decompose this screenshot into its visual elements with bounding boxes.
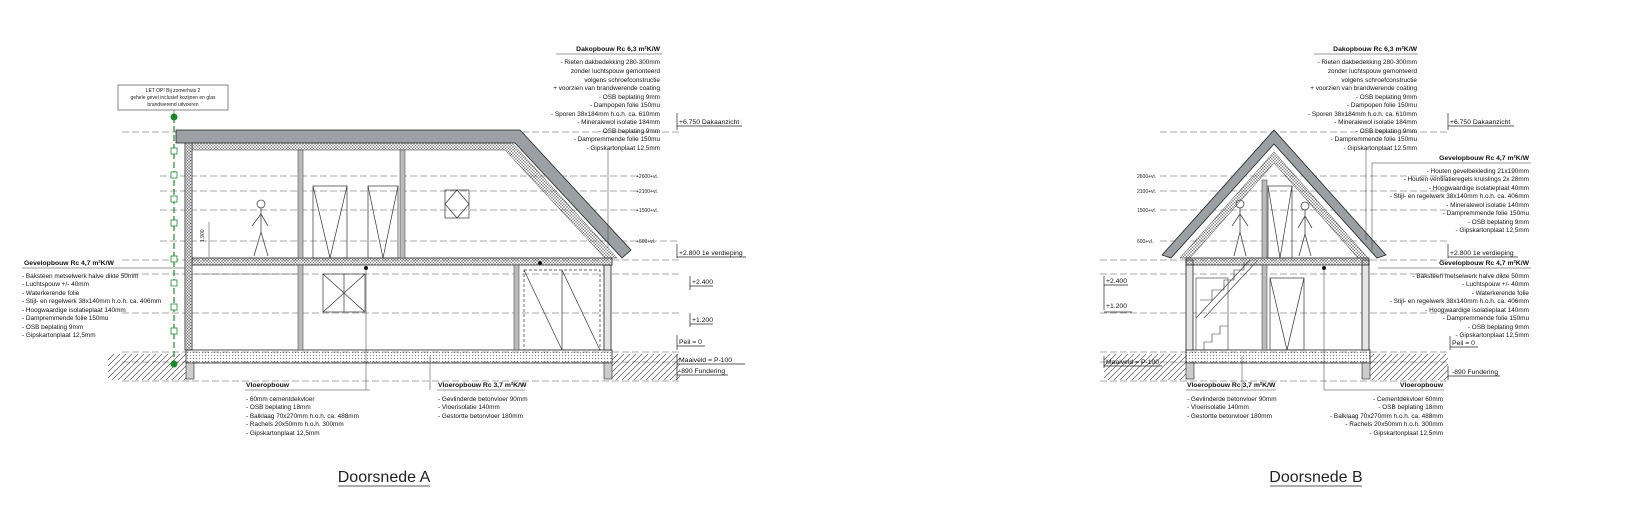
gable-spec-line: - OSB beplating 9mm — [1467, 219, 1529, 226]
first-floor — [192, 258, 612, 265]
floor-spec-line: - Vloerisolatie 140mm — [438, 404, 500, 411]
roof-spec-line: - Mineralewol isolatie 184mm — [577, 119, 660, 126]
wall-spec-line: - Baksteen metselwerk halve dikte 50mm — [1412, 273, 1529, 280]
level-ridge: +6.750 Dakaanzicht — [1450, 119, 1511, 126]
roof-spec-line: zonder luchtspouw gemonteerd — [570, 68, 660, 75]
ground-window-frames — [323, 270, 600, 350]
floor-spec-line: - Gevlinderde betonvloer 90mm — [1187, 396, 1277, 403]
floor-spec-line: - Vloerisolatie 140mm — [1187, 404, 1249, 411]
floor-spec-title-a1: Vloeropbouw — [246, 382, 290, 389]
floor-spec-title-b2: Vloeropbouw — [1399, 382, 1443, 389]
ground-hatch — [1104, 354, 1186, 380]
left-wall — [1186, 260, 1193, 350]
level-1200: +1.200 — [1106, 303, 1127, 310]
floor-spec-title-b1: Vloeropbouw Rc 3,7 m²K/W — [1187, 382, 1276, 389]
floor-spec-line: - Cementdekvloer 60mm — [1373, 396, 1443, 403]
floor-spec-line: - OSB beplating 18mm — [246, 404, 311, 411]
roof-spec-line: volgens schroefconstructie — [1341, 77, 1417, 84]
ground-hatch — [1370, 354, 1448, 380]
floor-spec-line: - Balklaag 70x270mm h.o.h. ca. 488mm — [246, 413, 359, 420]
window-mark: 2600+vl. — [1137, 174, 1157, 180]
wall-spec-line: - OSB beplating 9mm — [22, 324, 84, 331]
first-floor — [1186, 258, 1369, 265]
section-b — [1100, 46, 1531, 486]
wall-spec-line: - OSB beplating 9mm — [1467, 324, 1529, 331]
floor-spec-line: - 60mm cementdekvloer — [246, 396, 315, 403]
foundation-slab — [186, 350, 612, 363]
level-first-floor: +2.800 1e verdieping — [679, 250, 743, 257]
floor-spec-line: - Rachels 20x50mm h.o.h. 300mm — [246, 421, 344, 428]
right-wall — [1362, 260, 1369, 350]
post — [1262, 265, 1267, 350]
roof-spec-line: - Sporen 38x184mm h.o.h. ca. 610mm — [1307, 111, 1417, 118]
floor-spec-line: - Gevlinderde betonvloer 90mm — [438, 396, 528, 403]
fire-marker-bottom — [171, 361, 178, 368]
section-a-title: Doorsnede A — [337, 469, 431, 486]
wall-spec-title-b: Gevelopbouw Rc 4,7 m²K/W — [1439, 260, 1529, 267]
post — [298, 150, 303, 258]
level-1200: +1.200 — [692, 317, 713, 324]
level-lines-b — [1100, 132, 1450, 381]
post — [1262, 180, 1267, 258]
floor-spec-line: - Balklaag 70x270mm h.o.h. ca. 488mm — [1330, 413, 1443, 420]
section-b-title: Doorsnede B — [1269, 469, 1363, 486]
roof-spec-line: + voorzien van brandwerende coating — [553, 85, 660, 92]
fire-note-line-3: brandwerend uitvoeren — [147, 102, 199, 108]
floor-spec-title-a2: Vloeropbouw Rc 3,7 m²K/W — [438, 382, 527, 389]
wall-spec-line: - Waterkerende folie — [22, 290, 80, 297]
fire-note-line-2: gehele gevel inclusief kozijnen en glas — [130, 95, 216, 101]
floor-spec-line: - Rachels 20x50mm h.o.h. 300mm — [1345, 421, 1443, 428]
window-mark: +1500+vl. — [636, 208, 658, 214]
level-peil: Peil = 0 — [679, 339, 702, 346]
dimension-1900: 1.900 — [200, 229, 206, 242]
foundation-slab — [1186, 350, 1370, 363]
floor-spec-line: - Gipskartonplaat 12,5mm — [1369, 430, 1443, 437]
window-mark: +2600+vl. — [636, 174, 658, 180]
wall-spec-line: - Luchtspouw +/- 40mm — [1462, 281, 1529, 288]
level-fundering: -890 Fundering — [679, 368, 726, 375]
floor-spec-line: - Gipskartonplaat 12,5mm — [246, 430, 320, 437]
window-mark: +600+vl. — [636, 239, 656, 245]
wall-spec-title-a: Gevelopbouw Rc 4,7 m²K/W — [24, 260, 114, 267]
post — [514, 265, 519, 350]
wall-spec-line: - Waterkerende folie — [1471, 290, 1529, 297]
gable-spec-line: - Houten ventilatieregels kruislings 2x 28mm — [1403, 176, 1529, 183]
gable-spec-title-b: Gevelopbouw Rc 4,7 m²K/W — [1439, 155, 1529, 162]
wall-spec-line: - Dampremmende folie 150mu — [22, 315, 109, 322]
wall-spec-line: - Hoogwaardige isolatieplaat 140mm — [1425, 307, 1529, 314]
floor-spec-line: - OSB beplating 18mm — [1378, 404, 1443, 411]
wall-spec-line: - Luchtspouw +/- 40mm — [22, 281, 89, 288]
roof-spec-title-a: Dakopbouw Rc 6,3 m²K/W — [576, 46, 660, 53]
left-wall-insulation — [186, 140, 191, 350]
floor-spec-line: - Gestortte betonvloer 180mm — [1187, 413, 1272, 420]
foundation-beam — [1186, 363, 1194, 379]
ground-door-frame — [1270, 278, 1304, 350]
window-mark: +2100+vl. — [636, 189, 658, 195]
level-first-floor: +2.800 1e verdieping — [1450, 250, 1514, 257]
post — [400, 150, 405, 258]
wall-spec-line: - Stijl- en regelwerk 38x140mm h.o.h. ca. 406mm — [1389, 298, 1529, 305]
roof-spec-line: - Gipskartonplaat 12,5mm — [1343, 145, 1417, 152]
gable-spec-line: - Hoogwaardige isolatieplaat 40mm — [1428, 185, 1529, 192]
upper-door-frames — [1268, 186, 1292, 258]
level-maaiveld: Maaiveld = P-100 — [679, 357, 733, 364]
roof-spec-line: - Dampopen folie 150mu — [1347, 102, 1417, 109]
floor-spec-line: - Gestortte betonvloer 180mm — [438, 413, 523, 420]
roof-spec-line: zonder luchtspouw gemonteerd — [1327, 68, 1417, 75]
roof-spec-line: volgens schroefconstructie — [584, 77, 660, 84]
roof-spec-line: + voorzien van brandwerende coating — [1310, 85, 1417, 92]
level-2400: +2.400 — [1106, 278, 1127, 285]
wall-spec-line: - Baksteen metselwerk halve dikte 50mm — [22, 273, 139, 280]
roof-spec-line: - Gipskartonplaat 12,5mm — [586, 145, 660, 152]
person-figure — [1232, 200, 1248, 256]
section-a — [22, 46, 746, 486]
upper-window-frames — [313, 186, 469, 258]
roof-spec-line: - OSB beplating 9mm — [598, 128, 660, 135]
level-maaiveld: Maaiveld = P-100 — [1106, 359, 1160, 366]
gable-spec-line: - Stijl- en regelwerk 38x140mm h.o.h. ca. 406mm — [1389, 193, 1529, 200]
window-mark: 2100+vl. — [1137, 189, 1157, 195]
roof-spec-line: - Mineralewol isolatie 184mm — [1334, 119, 1417, 126]
wall-spec-line: - Hoogwaardige isolatieplaat 140mm — [22, 307, 126, 314]
foundation-beam — [604, 363, 612, 379]
gable-spec-line: - Mineralewol isolatie 140mm — [1446, 202, 1529, 209]
roof-spec-line: - Dampremmende folie 150mu — [1330, 136, 1417, 143]
roof-spec-line: - Rieten dakbedekking 280-300mm — [1317, 59, 1417, 66]
roof-spec-line: - OSB beplating 9mm — [1355, 128, 1417, 135]
roof-spec-line: - OSB beplating 9mm — [598, 94, 660, 101]
gable-spec-line: - Dampremmende folie 150mu — [1442, 210, 1529, 217]
staircase — [1196, 260, 1258, 350]
level-peil: Peil = 0 — [1452, 340, 1475, 347]
right-wall — [604, 265, 611, 350]
roof-spec-line: - OSB beplating 9mm — [1355, 94, 1417, 101]
foundation-beam — [186, 363, 194, 379]
gable-spec-line: - Houten gevelbekleding 21x190mm — [1426, 168, 1529, 175]
roof-spec-line: - Sporen 38x184mm h.o.h. ca. 610mm — [550, 111, 660, 118]
level-ridge: +6.750 Dakaanzicht — [679, 119, 740, 126]
roof-spec-line: - Dampopen folie 150mu — [590, 102, 660, 109]
foundation-beam — [1362, 363, 1370, 379]
gable-spec-line: - Gipskartonplaat 12,5mm — [1455, 227, 1529, 234]
fire-note-line-1: LET OP! Bij zomerhuis 2 — [145, 88, 201, 94]
level-fundering: -890 Fundering — [1452, 369, 1499, 376]
wall-spec-line: - Stijl- en regelwerk 38x140mm h.o.h. ca. 406mm — [22, 298, 162, 305]
post — [298, 265, 303, 350]
window-mark: 600+vl. — [1137, 239, 1154, 245]
ground-hatch — [612, 354, 680, 380]
wall-spec-line: - Dampremmende folie 150mu — [1442, 315, 1529, 322]
wall-spec-line: - Gipskartonplaat 12,5mm — [1455, 332, 1529, 339]
roof-spec-line: - Dampremmende folie 150mu — [573, 136, 660, 143]
wall-spec-line: - Gipskartonplaat 12,5mm — [22, 332, 96, 339]
person-figure — [252, 200, 268, 256]
level-2400: +2.400 — [692, 279, 713, 286]
window-mark: 1500+vl. — [1137, 208, 1157, 214]
roof-spec-line: - Rieten dakbedekking 280-300mm — [560, 59, 660, 66]
roof-spec-title-b: Dakopbouw Rc 6,3 m²K/W — [1333, 46, 1417, 53]
lamp-point — [538, 261, 542, 265]
